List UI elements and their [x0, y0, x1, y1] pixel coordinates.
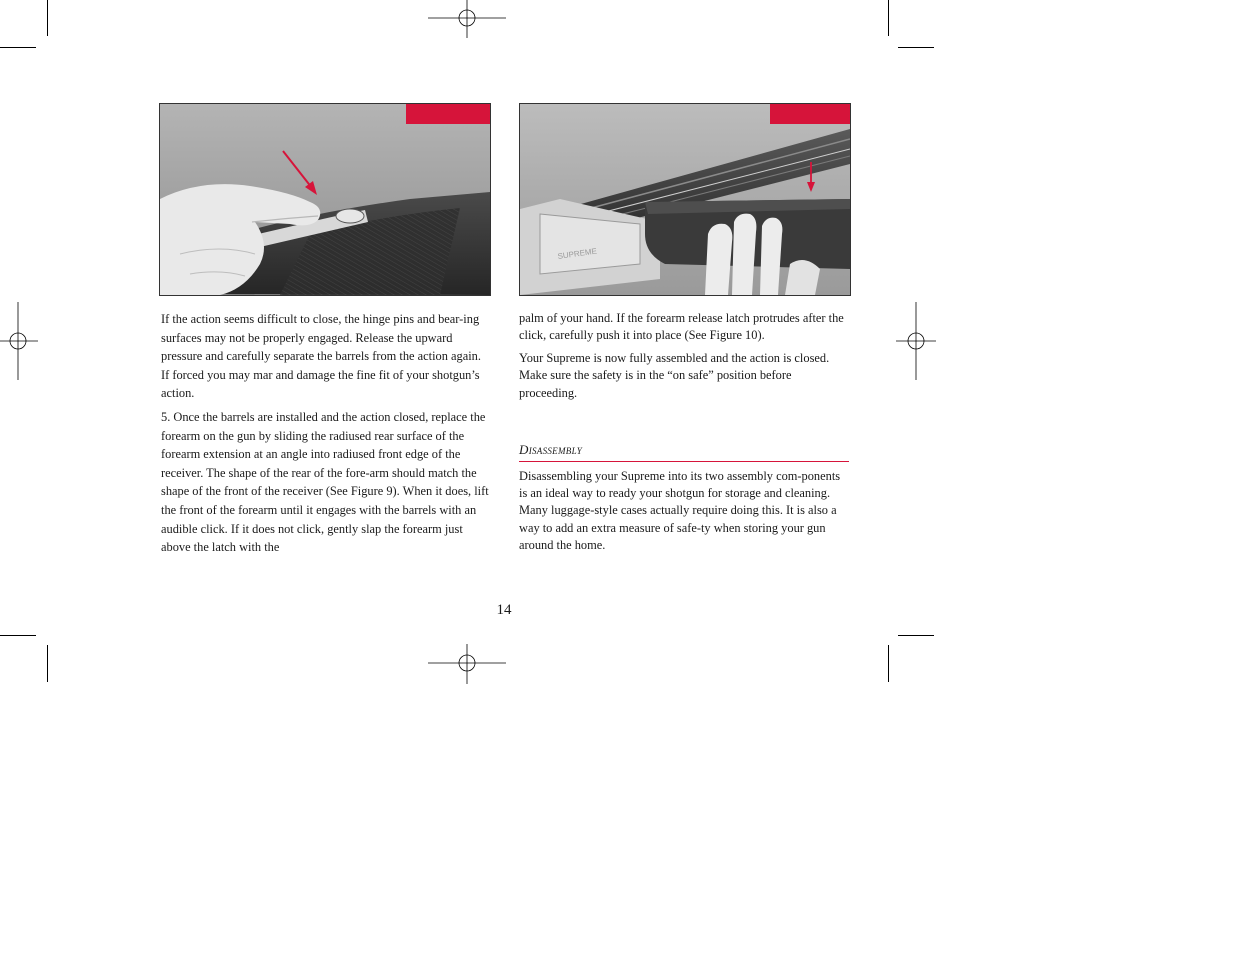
column-right: [519, 310, 849, 560]
crop-mark: [47, 0, 48, 36]
registration-mark-right: [896, 302, 936, 380]
paragraph: Your Supreme is now fully assembled and the action is closed. Make sure the safety is in the “on safe” position before proceeding.: [519, 350, 830, 400]
crop-mark: [888, 645, 889, 682]
registration-mark-top: [428, 0, 506, 38]
figure-right: [519, 103, 851, 296]
paragraph: palm of your hand. If the forearm release latch protrudes after the click, carefully push it into place (See Figure 10).: [519, 311, 844, 343]
paragraph: Disassembling your Supreme into its two assembly com-ponents is an ideal way to ready your shotgun for storage and cleaning. Many luggage-style cases actually require doing this. It is also a way to add an extra measure of safe-ty when storing your gun around the home.: [519, 468, 841, 553]
crop-mark: [0, 635, 36, 636]
column-left: [161, 310, 491, 562]
paragraph: If the action seems difficult to close, the hinge pins and bear-ing surfaces may not be properly engaged. Release the upward pressure and carefully separate the barrels from the action again. If forced you may mar and damage the fine fit of your shotgun’s action.: [161, 312, 481, 401]
figure-tab: [406, 104, 490, 124]
hands-installing-forearm-photo: [520, 104, 850, 295]
registration-mark-bottom: [428, 644, 506, 684]
crop-mark: [898, 47, 934, 48]
registration-mark-left: [0, 302, 38, 380]
page-number: 14: [496, 602, 512, 618]
crop-mark: [47, 645, 48, 682]
hand-closing-action-photo: [160, 104, 490, 295]
figure-left: [159, 103, 491, 296]
paragraph: 5. Once the barrels are installed and the action closed, replace the forearm on the gun by sliding the radiused rear surface of the forearm extension at an angle into radiused front edge of the receiver. The shape of the rear of the fore-arm should match the shape of the front of the receiver (See Figure 9). When it does, lift the front of the forearm until it engages with the barrels with an audible click. If it does not click, gently slap the forearm just above the latch with the: [161, 409, 489, 555]
section-heading: Disassembly: [519, 441, 849, 462]
crop-mark: [898, 635, 934, 636]
crop-mark: [888, 0, 889, 36]
figure-tab: [770, 104, 850, 124]
crop-mark: [0, 47, 36, 48]
svg-text:SUPREME: SUPREME: [557, 246, 598, 261]
